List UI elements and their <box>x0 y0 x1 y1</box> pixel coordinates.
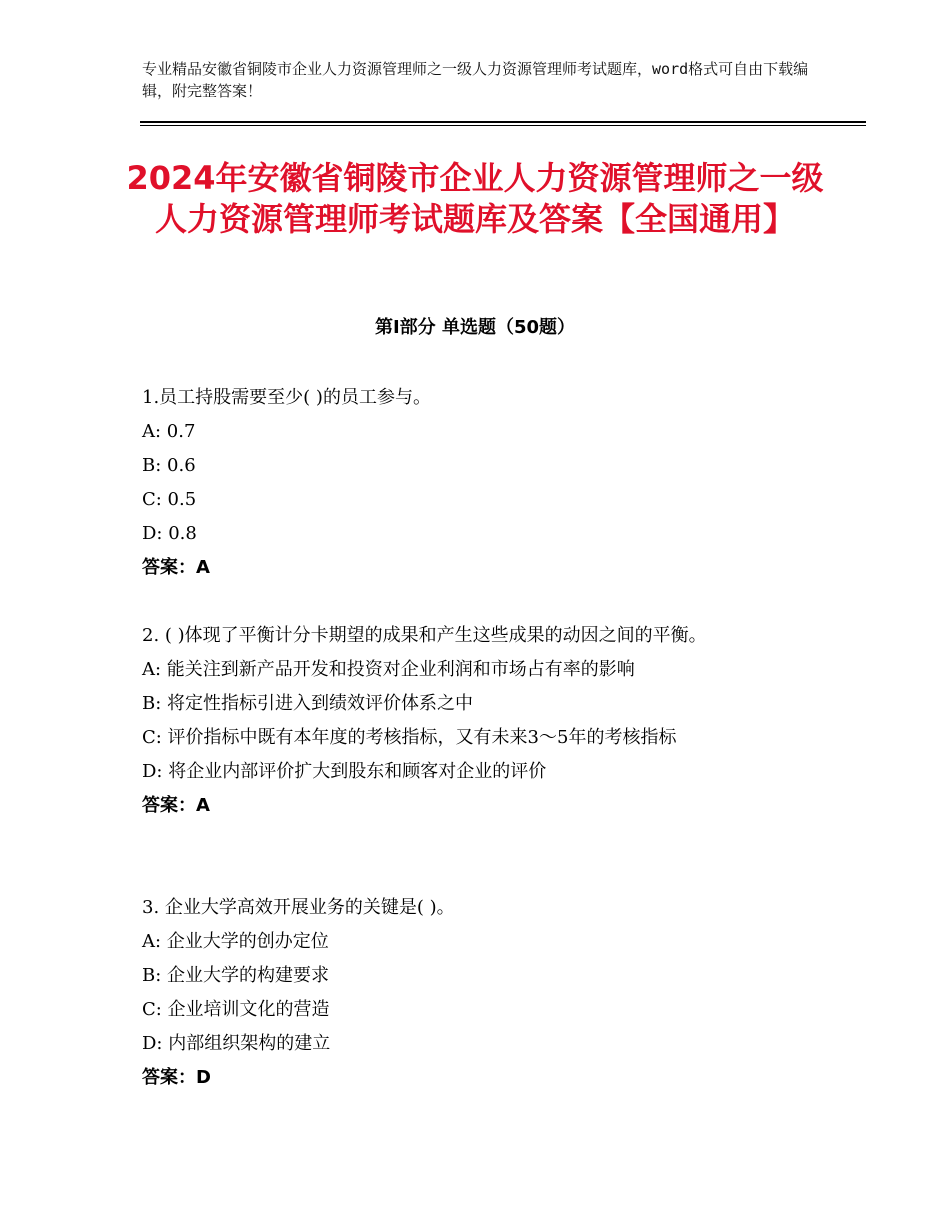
header-note: 专业精品安徽省铜陵市企业人力资源管理师之一级人力资源管理师考试题库，word格式可自由下载编辑，附完整答案！ <box>142 60 809 100</box>
option-d: D: 0.8 <box>142 523 197 544</box>
question-1 <box>142 381 822 585</box>
option-a: A: 能关注到新产品开发和投资对企业利润和市场占有率的影响 <box>142 659 635 680</box>
question-stem: 1.员工持股需要至少( )的员工参与。 <box>142 387 431 408</box>
question-3 <box>142 891 822 1095</box>
question-stem: 2. ( )体现了平衡计分卡期望的成果和产生这些成果的动因之间的平衡。 <box>142 625 707 646</box>
option-c: C: 0.5 <box>142 489 197 510</box>
answer: 答案：D <box>142 1067 211 1088</box>
option-c: C: 评价指标中既有本年度的考核指标，又有未来3～5年的考核指标 <box>142 727 677 748</box>
section-heading: 第Ⅰ部分 单选题（50题） <box>374 317 575 338</box>
question-stem: 3. 企业大学高效开展业务的关键是( )。 <box>142 897 455 918</box>
document-title: 2024年安徽省铜陵市企业人力资源管理师之一级人力资源管理师考试题库及答案【全国通用】 <box>126 159 824 238</box>
option-a: A: 企业大学的创办定位 <box>142 931 329 952</box>
header-rule <box>140 121 866 126</box>
header-rule-thin <box>140 125 866 126</box>
option-d: D: 将企业内部评价扩大到股东和顾客对企业的评价 <box>142 761 547 782</box>
option-b: B: 0.6 <box>142 455 196 476</box>
option-b: B: 将定性指标引进入到绩效评价体系之中 <box>142 693 474 714</box>
question-2 <box>142 619 822 823</box>
option-b: B: 企业大学的构建要求 <box>142 965 330 986</box>
option-d: D: 内部组织架构的建立 <box>142 1033 331 1054</box>
answer: 答案：A <box>142 557 210 578</box>
answer: 答案：A <box>142 795 210 816</box>
option-a: A: 0.7 <box>142 421 196 442</box>
option-c: C: 企业培训文化的营造 <box>142 999 330 1020</box>
header-rule-thick <box>140 121 866 123</box>
